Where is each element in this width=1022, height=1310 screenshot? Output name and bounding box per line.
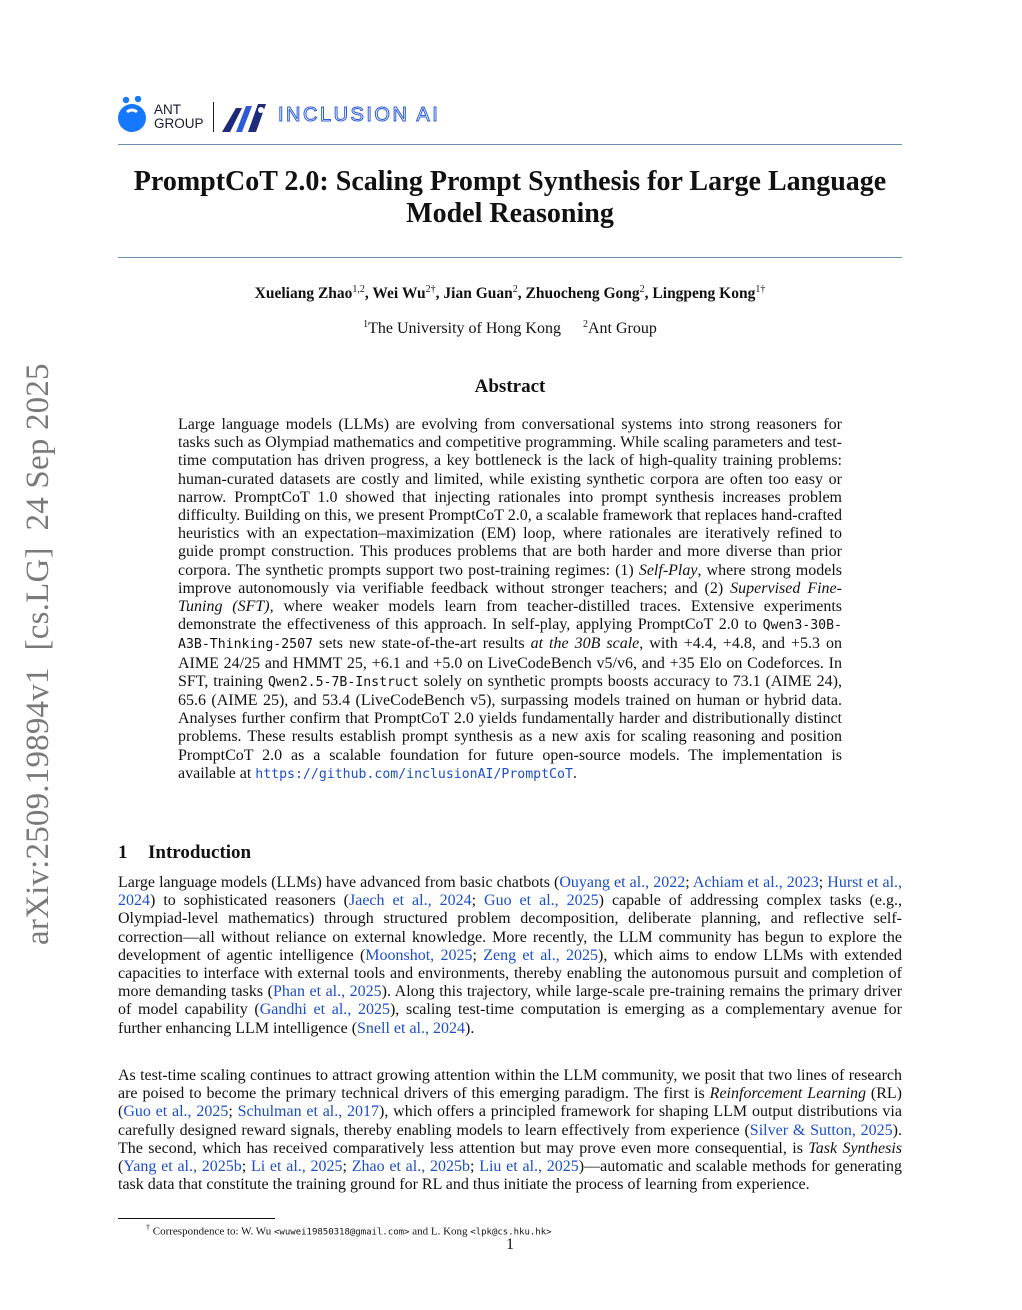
abstract-body: Large language models (LLMs) are evolving from conversational systems into strong reasoners for tasks such as Olympiad mathematics and competitive programming. While scaling parameters and test-time computation has driven progress, a key bottleneck is the lack of high-quality training problems: human-curated datasets are costly and limited, while existing synthetic corpora are often too easy or narrow. PromptCoT 1.0 showed that injecting rationales into prompt synthesis increases problem difficulty. Building on this, we present PromptCoT 2.0, a scalable framework that replaces hand-crafted heuristics with an expectation–maximization (EM) loop, where rationales are iteratively refined to guide prompt construction. This produces problems that are both harder and more diverse than prior corpora. The synthetic prompts support two post-training regimes: (1) Self-Play, where strong models improve autonomously via verifiable feedback without stronger teachers; and (2) Supervised Fine-Tuning (SFT), where weaker models learn from teacher-distilled traces. Extensive experiments demonstrate the effectiveness of this approach. In self-play, applying PromptCoT 2.0 to Qwen3-30B-A3B-Thinking-2507 sets new state-of-the-art results at the 30B scale, with +4.4, +4.8, and +5.3 on AIME 24/25 and HMMT 25, +6.1 and +5.0 on LiveCodeBench v5/v6, and +35 Elo on Codeforces. In SFT, training Qwen2.5-7B-Instruct solely on synthetic prompts boosts accuracy to 73.1 (AIME 24), 65.6 (AIME 25), and 53.4 (LiveCodeBench v5), surpassing models trained on human or hybrid data. Analyses further confirm that PromptCoT 2.0 yields fundamentally harder and distributionally distinct problems. These results establish prompt synthesis as a new axis for scaling reasoning and position PromptCoT 2.0 as a scalable foundation for future open-source models. The implementation is available at https://github.com/inclusionAI/PromptCoT. [178,416,843,782]
model-name: Qwen2.5-7B-Instruct [267,674,419,690]
logo-divider [213,102,214,132]
citation-link[interactable]: Silver & Sutton, 2025 [749,1121,893,1139]
abstract-heading: Abstract [474,376,546,397]
citation-link[interactable]: Ouyang et al., 2022 [559,874,686,891]
email: <wuwei19850318@gmail.com> [274,1227,410,1238]
header-logos [118,96,498,136]
inclusion-ai-icon [222,100,270,134]
intro-paragraph-2: As test-time scaling continues to attract growing attention within the LLM community, we posit that two lines of research are poised to become the primary technical drivers of this emerging paradigm. The first is Reinforcement Learning (RL) (Guo et al., 2025; Schulman et al., 2017), which offers a principled framework for shaping LLM output distributions via carefully designed reward signals, thereby enabling models to learn effectively from experience (Silver & Sutton, 2025). The second, which has received comparatively less attention but may prove even more consequential, is Task Synthesis (Yang et al., 2025b; Li et al., 2025; Zhao et al., 2025b; Liu et al., 2025)—automatic and scalable methods for generating task data that constitute the training ground for RL and thus initiate the process of learning from experience. [118,1067,903,1194]
page-number: 1 [506,1236,514,1253]
citation-link[interactable]: Zhao et al., 2025b [351,1158,470,1176]
header-rule-bottom [118,257,902,258]
author: Zhuocheng Gong$^2$ [525,284,645,302]
model-name: Qwen3-30B-A3B-Thinking-2507 [178,618,842,653]
author: Jian Guan$^2$ [443,284,518,302]
inclusion-ai-wordmark: INCLUSION AI [278,104,441,126]
affiliation: $^2$Ant Group [582,319,657,337]
author: Xueliang Zhao$^{1,2}$ [254,284,365,302]
arxiv-identifier: arXiv:2509.19894v1 [cs.LG] 24 Sep 2025 [20,363,56,945]
footnote: † Correspondence to: W. Wu <wuwei19850318@gmail.com> and L. Kong <lpk@cs.hku.hk> [146,1223,552,1238]
intro-paragraph-1: Large language models (LLMs) have advanced from basic chatbots (Ouyang et al., 2022; Achiam et al., 2023; Hurst et al., 2024) to sophisticated reasoners (Jaech et al., 2024; Guo et al., 2025) capable of addressing complex tasks (e.g., Olympiad-level mathematics) through structured problem decomposition, deliberate planning, and reflective self-correction—all without reliance on external knowledge. More recently, the LLM community has begun to explore the development of agentic intelligence (Moonshot, 2025; Zeng et al., 2025), which aims to endow LLMs with extended capacities to interface with external tools and environments, thereby enabling the autonomous pursuit and completion of more demanding tasks (Phan et al., 2025). Along this trajectory, while large-scale pre-training remains the primary driver of model capability (Gandhi et al., 2025), scaling test-time computation is emerging as a complementary avenue for further enhancing LLM intelligence (Snell et al., 2024). [118,874,903,1037]
citation-link[interactable]: Yang et al., 2025b [123,1158,242,1176]
footnote-rule [118,1218,275,1219]
citation-link[interactable]: Li et al., 2025 [250,1158,343,1176]
author: Lingpeng Kong$^{1\dagger}$ [652,284,766,302]
paper-title: PromptCoT 2.0: Scaling Prompt Synthesis for Large Language Model Reasoning [133,166,887,229]
citation-link[interactable]: Guo et al., 2025 [484,892,599,910]
author-list: Xueliang Zhao$^{1,2}$, Wei $Wu^{2\dagger}$, Jian Guan$^2$, Zhuocheng Gong$^2$, Lingpeng Kong$^{1\dagger}$ [254,284,766,302]
citation-link[interactable]: Hurst et al., 2024 [118,874,903,910]
citation-link[interactable]: Schulman et al., 2017 [237,1103,380,1121]
header-rule-top [118,144,902,145]
affiliation: $^1$The University of Hong Kong [363,319,561,337]
citation-link[interactable]: Jaech et al., 2024 [349,892,472,910]
section-heading-introduction: 1 Introduction [118,842,252,863]
citation-link[interactable]: Moonshot, 2025 [365,946,473,964]
ant-group-wordmark: ANT GROUP [154,102,204,131]
citation-link[interactable]: Gandhi et al., 2025 [259,1001,390,1019]
author: Wei $Wu^{2\dagger}$ [372,284,436,302]
citation-link[interactable]: Zeng et al., 2025 [483,946,599,964]
citation-link[interactable]: Achiam et al., 2023 [692,874,819,891]
affiliations [118,320,902,338]
citation-link[interactable]: Phan et al., 2025 [272,983,382,1001]
citation-link[interactable]: Liu et al., 2025 [479,1158,579,1176]
citation-link[interactable]: Guo et al., 2025 [123,1103,229,1121]
github-link[interactable]: https://github.com/inclusionAI/PromptCoT [255,766,573,782]
email: <lpk@cs.hku.hk> [470,1227,552,1238]
citation-link[interactable]: Snell et al., 2024 [357,1019,465,1037]
